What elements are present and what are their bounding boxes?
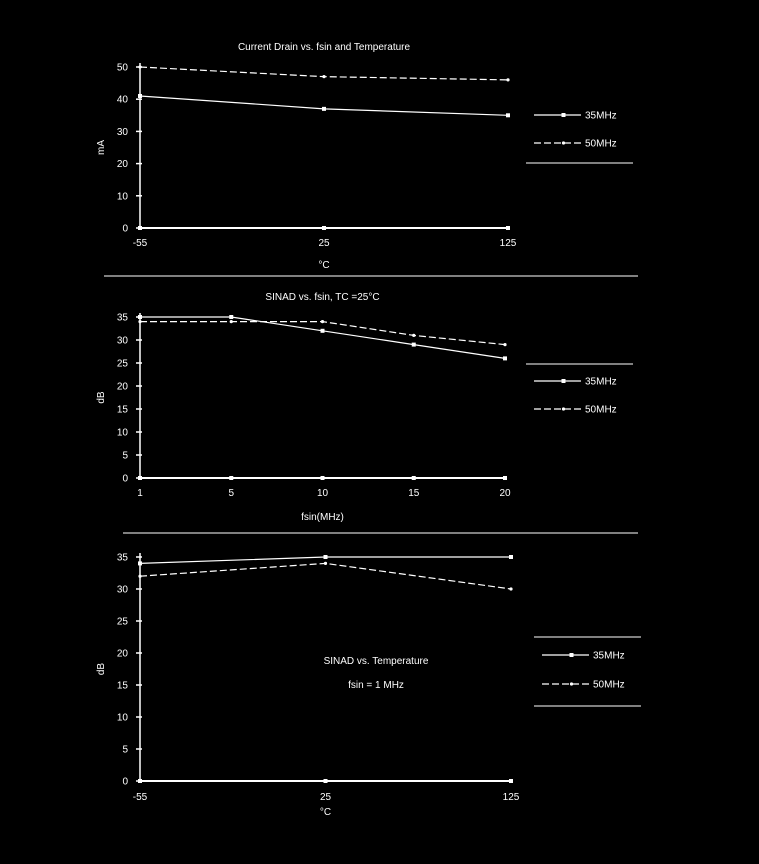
legend-marker [570, 682, 573, 685]
legend-marker [570, 653, 574, 657]
legend-marker [562, 141, 565, 144]
y-tick-label: 15 [116, 404, 128, 416]
x-tick [321, 476, 325, 480]
x-tick-label: -55 [132, 792, 148, 803]
legend [526, 111, 633, 164]
legend [526, 364, 633, 416]
y-tick-label: 5 [122, 744, 128, 756]
y-tick-label: 15 [116, 680, 128, 692]
x-tick-label: 15 [408, 488, 420, 499]
y-tick-label: 30 [116, 335, 128, 347]
data-point [138, 315, 142, 319]
series-line-35MHz [140, 317, 505, 358]
chart-title: Current Drain vs. fsin and Temperature [237, 42, 411, 53]
data-point [138, 94, 142, 98]
x-tick [503, 476, 507, 480]
y-tick-label: 0 [122, 776, 128, 788]
data-point [509, 587, 512, 590]
legend [534, 637, 641, 706]
x-axis-label: °C [318, 260, 330, 271]
x-tick-label: 5 [228, 488, 235, 499]
data-point [324, 555, 328, 559]
data-point [230, 320, 233, 323]
y-tick-label: 0 [122, 473, 128, 485]
y-tick-label: 30 [116, 584, 128, 596]
legend-label: 35MHz [593, 650, 625, 662]
series-line-50MHz [140, 563, 511, 589]
data-point [412, 343, 416, 347]
data-point [506, 113, 510, 117]
series-line-50MHz [140, 322, 505, 345]
x-tick [138, 476, 142, 480]
y-tick-label: 35 [116, 552, 128, 564]
x-axis-label: fsin(MHz) [301, 512, 344, 523]
data-point [322, 107, 326, 111]
chart-title: SINAD vs. fsin, TC =25°C [265, 292, 380, 303]
x-tick-label: 125 [499, 238, 517, 249]
data-point [138, 575, 141, 578]
x-tick [506, 226, 510, 230]
data-point [322, 75, 325, 78]
y-tick-label: 40 [116, 94, 128, 106]
legend-label: 50MHz [585, 404, 617, 416]
x-tick [509, 779, 513, 783]
y-tick-label: 25 [116, 358, 128, 370]
x-tick-label: 20 [499, 488, 511, 499]
y-tick-label: 25 [116, 616, 128, 628]
chart-title: SINAD vs. Temperature [323, 656, 429, 667]
legend-marker [562, 113, 566, 117]
x-tick-label: 25 [318, 238, 330, 249]
data-point [229, 315, 233, 319]
y-tick-label: 50 [116, 62, 128, 74]
data-point [324, 562, 327, 565]
data-point [503, 356, 507, 360]
x-tick-label: 1 [137, 488, 143, 499]
series-line-35MHz [140, 96, 508, 115]
y-tick-label: 10 [116, 712, 128, 724]
y-tick-label: 0 [122, 223, 128, 235]
x-tick-label: 125 [502, 792, 520, 803]
chart-subtitle: fsin = 1 MHz [348, 680, 404, 691]
legend-label: 50MHz [585, 138, 617, 150]
x-tick [322, 226, 326, 230]
y-tick-label: 10 [116, 427, 128, 439]
legend-label: 35MHz [585, 376, 617, 388]
data-point [509, 555, 513, 559]
data-point [321, 329, 325, 333]
y-axis-label: mA [96, 140, 107, 155]
x-tick [138, 779, 142, 783]
data-point [138, 320, 141, 323]
chart-1 [96, 42, 633, 271]
x-tick-label: -55 [132, 238, 148, 249]
legend-label: 50MHz [593, 679, 625, 691]
x-tick [138, 226, 142, 230]
y-axis-label: dB [96, 391, 107, 404]
x-axis-label: °C [319, 807, 332, 818]
y-tick-label: 35 [116, 312, 128, 324]
chart-3 [96, 553, 641, 819]
x-tick-label: 10 [316, 488, 329, 499]
y-tick-label: 5 [122, 450, 128, 462]
y-tick-label: 20 [116, 648, 128, 660]
x-tick [412, 476, 416, 480]
x-tick [229, 476, 233, 480]
chart-2 [96, 292, 633, 523]
y-tick-label: 10 [116, 191, 128, 203]
legend-marker [562, 407, 565, 410]
x-tick-label: 25 [319, 792, 332, 803]
y-tick-label: 30 [116, 126, 128, 138]
data-point [506, 78, 509, 81]
data-point [503, 343, 506, 346]
y-tick-label: 20 [116, 381, 128, 393]
y-tick-label: 20 [116, 159, 128, 171]
data-point [138, 65, 141, 68]
legend-label: 35MHz [585, 110, 617, 122]
data-point [412, 334, 415, 337]
x-tick [324, 779, 328, 783]
legend-marker [562, 379, 566, 383]
y-axis-label: dB [96, 662, 107, 676]
data-point [321, 320, 324, 323]
data-point [138, 561, 142, 565]
